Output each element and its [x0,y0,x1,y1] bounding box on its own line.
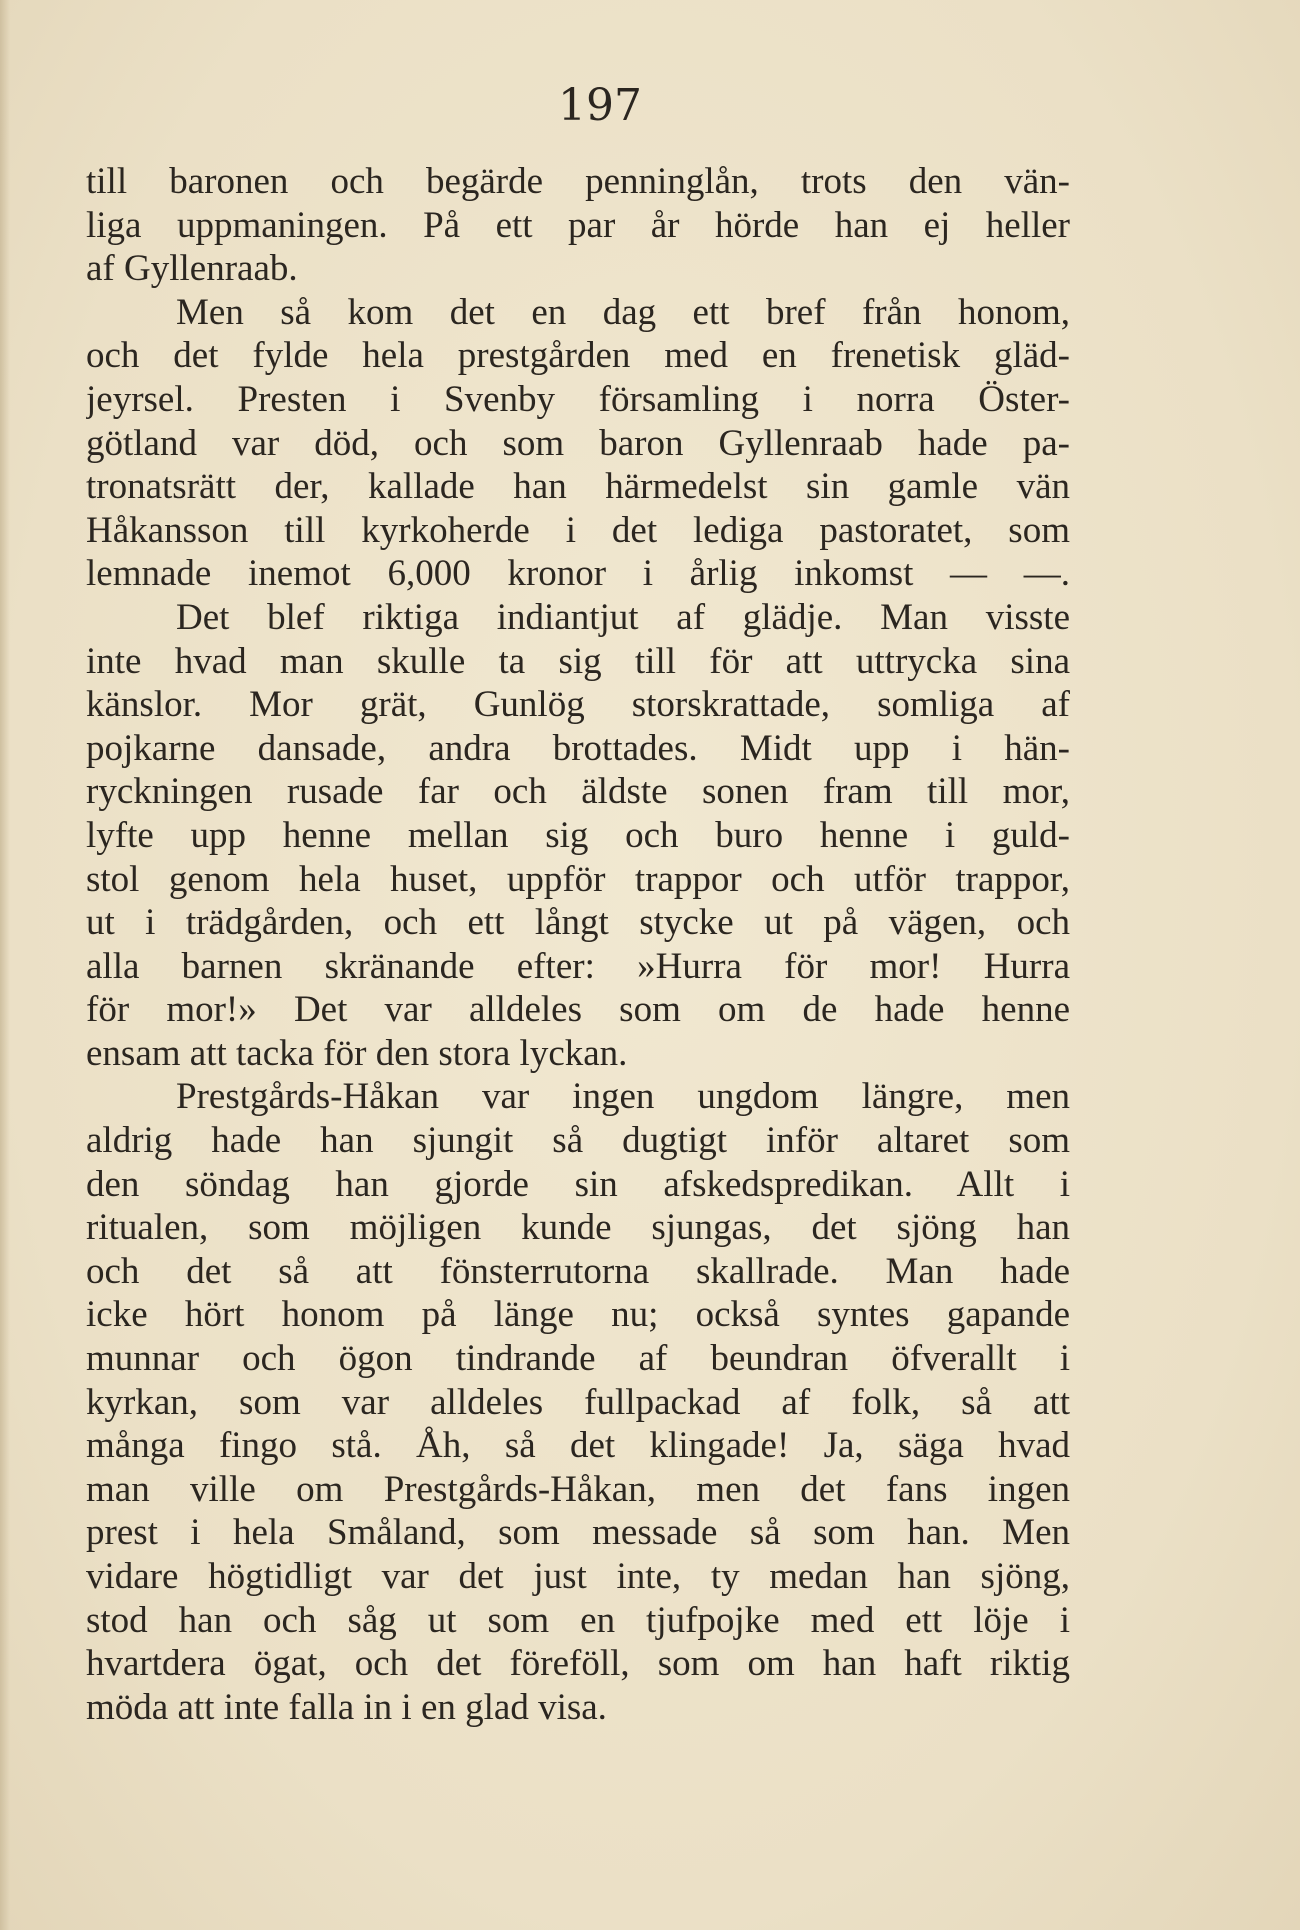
text-line: känslor. Mor grät, Gunlög storskrattade, somliga af [86,684,1070,726]
page-number: 197 [558,80,642,131]
text-line: många fingo stå. Åh, så det klingade! Ja, säga hvad [86,1425,1070,1467]
text-line: Det blef riktiga indiantjut af glädje. Man visste [176,596,1070,638]
text-line: man ville om Prestgårds-Håkan, men det fans ingen [86,1468,1070,1510]
text-line: hvartdera ögat, och det föreföll, som om han haft riktig [86,1643,1070,1685]
text-line: Prestgårds-Håkan var ingen ungdom längre, men [176,1076,1070,1118]
text-line: pojkarne dansade, andra brottades. Midt upp i hän- [86,727,1070,769]
page-edge-shadow [0,0,10,1930]
text-line: munnar och ögon tindrande af beundran öfverallt i [86,1338,1070,1380]
text-line: liga uppmaningen. På ett par år hörde han ej heller [86,204,1070,246]
text-line: prest i hela Småland, som messade så som han. Men [86,1512,1070,1554]
text-line: lyfte upp henne mellan sig och buro henne i guld- [86,814,1070,856]
body-text [86,160,1070,1729]
text-line: Men så kom det en dag ett bref från honom, [176,291,1070,333]
text-line: ut i trädgården, och ett långt stycke ut på vägen, och [86,902,1070,944]
text-line: inte hvad man skulle ta sig till för att uttrycka sina [86,640,1070,682]
text-line: aldrig hade han sjungit så dugtigt inför altaret som [86,1120,1070,1162]
text-line: till baronen och begärde penninglån, trots den vän- [86,161,1070,202]
text-line: och det så att fönsterrutorna skallrade. Man hade [86,1250,1070,1292]
text-line: Håkansson till kyrkoherde i det lediga pastoratet, som [86,509,1070,551]
text-line: icke hört honom på länge nu; också syntes gapande [86,1294,1070,1336]
text-line: för mor!» Det var alldeles som om de hade henne [86,989,1070,1031]
text-line: ritualen, som möjligen kunde sjungas, det sjöng han [86,1207,1070,1249]
text-line: jeyrsel. Presten i Svenby församling i norra Öster- [86,378,1070,420]
text-line: alla barnen skränande efter: »Hurra för mor! Hurra [86,945,1070,987]
text-line: ensam att tacka för den stora lyckan. [86,1032,628,1074]
text-line: möda att inte falla in i en glad visa. [86,1686,607,1728]
text-line: kyrkan, som var alldeles fullpackad af folk, så att [86,1381,1070,1423]
text-line: götland var död, och som baron Gyllenraab hade pa- [86,422,1070,464]
text-line: af Gyllenraab. [86,248,298,290]
text-line: stod han och såg ut som en tjufpojke med ett löje i [86,1599,1070,1641]
text-line: lemnade inemot 6,000 kronor i årlig inkomst — —. [86,553,1070,595]
text-line: vidare högtidligt var det just inte, ty medan han sjöng, [86,1556,1070,1597]
text-line: ryckningen rusade far och äldste sonen fram till mor, [86,771,1070,813]
text-line: och det fylde hela prestgården med en frenetisk gläd- [86,335,1070,377]
text-line: stol genom hela huset, uppför trappor och utför trappor, [86,858,1070,900]
text-line: tronatsrätt der, kallade han härmedelst sin gamle vän [86,466,1070,508]
text-line: den söndag han gjorde sin afskedspredikan. Allt i [86,1163,1070,1205]
